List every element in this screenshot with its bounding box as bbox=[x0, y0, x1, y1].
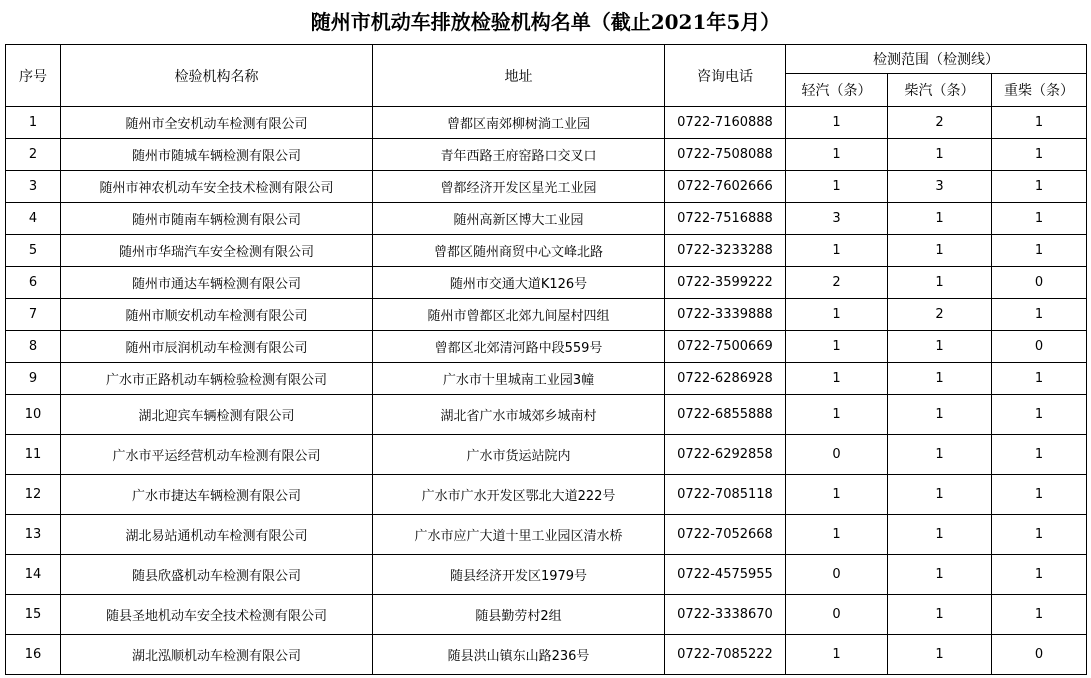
cell-index: 1 bbox=[6, 107, 61, 139]
table-row bbox=[6, 635, 1087, 675]
cell-index: 6 bbox=[6, 267, 61, 299]
cell-name: 随州市顺安机动车检测有限公司 bbox=[61, 299, 373, 331]
cell-light: 1 bbox=[786, 299, 888, 331]
cell-diesel: 1 bbox=[888, 235, 992, 267]
cell-name: 随州市随南车辆检测有限公司 bbox=[61, 203, 373, 235]
cell-heavy: 1 bbox=[992, 435, 1087, 475]
cell-heavy: 0 bbox=[992, 635, 1087, 675]
cell-address: 湖北省广水市城郊乡城南村 bbox=[373, 395, 665, 435]
cell-index: 4 bbox=[6, 203, 61, 235]
cell-address: 曾都区随州商贸中心文峰北路 bbox=[373, 235, 665, 267]
cell-address: 曾都区北郊清河路中段559号 bbox=[373, 331, 665, 363]
cell-name: 湖北易站通机动车检测有限公司 bbox=[61, 515, 373, 555]
table-row bbox=[6, 363, 1087, 395]
cell-phone: 0722-7602666 bbox=[665, 171, 786, 203]
cell-name: 随州市华瑞汽车安全检测有限公司 bbox=[61, 235, 373, 267]
cell-diesel: 1 bbox=[888, 267, 992, 299]
cell-light: 1 bbox=[786, 235, 888, 267]
cell-diesel: 1 bbox=[888, 331, 992, 363]
cell-phone: 0722-3233288 bbox=[665, 235, 786, 267]
cell-light: 2 bbox=[786, 267, 888, 299]
cell-diesel: 1 bbox=[888, 595, 992, 635]
cell-address: 青年西路王府窑路口交叉口 bbox=[373, 139, 665, 171]
cell-address: 广水市十里城南工业园3幢 bbox=[373, 363, 665, 395]
cell-phone: 0722-7085118 bbox=[665, 475, 786, 515]
cell-address: 广水市应广大道十里工业园区清水桥 bbox=[373, 515, 665, 555]
cell-index: 9 bbox=[6, 363, 61, 395]
cell-diesel: 1 bbox=[888, 435, 992, 475]
cell-name: 广水市平运经营机动车检测有限公司 bbox=[61, 435, 373, 475]
table-row bbox=[6, 595, 1087, 635]
cell-heavy: 1 bbox=[992, 555, 1087, 595]
table-row bbox=[6, 475, 1087, 515]
cell-address: 随县勤劳村2组 bbox=[373, 595, 665, 635]
cell-name: 随州市全安机动车检测有限公司 bbox=[61, 107, 373, 139]
cell-index: 5 bbox=[6, 235, 61, 267]
cell-name: 随州市辰润机动车检测有限公司 bbox=[61, 331, 373, 363]
cell-light: 1 bbox=[786, 171, 888, 203]
cell-name: 广水市正路机动车辆检验检测有限公司 bbox=[61, 363, 373, 395]
header-row-top bbox=[6, 45, 1087, 74]
cell-light: 0 bbox=[786, 435, 888, 475]
cell-heavy: 1 bbox=[992, 107, 1087, 139]
cell-heavy: 1 bbox=[992, 203, 1087, 235]
cell-phone: 0722-4575955 bbox=[665, 555, 786, 595]
cell-index: 8 bbox=[6, 331, 61, 363]
cell-light: 1 bbox=[786, 515, 888, 555]
cell-light: 1 bbox=[786, 395, 888, 435]
cell-address: 随县洪山镇东山路236号 bbox=[373, 635, 665, 675]
table-row bbox=[6, 555, 1087, 595]
cell-heavy: 1 bbox=[992, 475, 1087, 515]
cell-phone: 0722-7500669 bbox=[665, 331, 786, 363]
cell-light: 1 bbox=[786, 331, 888, 363]
header-phone: 咨询电话 bbox=[665, 45, 786, 107]
cell-light: 0 bbox=[786, 595, 888, 635]
cell-address: 广水市货运站院内 bbox=[373, 435, 665, 475]
cell-phone: 0722-7160888 bbox=[665, 107, 786, 139]
cell-phone: 0722-3599222 bbox=[665, 267, 786, 299]
cell-diesel: 3 bbox=[888, 171, 992, 203]
table-row bbox=[6, 203, 1087, 235]
cell-address: 随州高新区博大工业园 bbox=[373, 203, 665, 235]
header-index: 序号 bbox=[6, 45, 61, 107]
cell-light: 1 bbox=[786, 107, 888, 139]
cell-heavy: 0 bbox=[992, 331, 1087, 363]
cell-light: 1 bbox=[786, 363, 888, 395]
cell-index: 11 bbox=[6, 435, 61, 475]
cell-phone: 0722-7085222 bbox=[665, 635, 786, 675]
cell-index: 16 bbox=[6, 635, 61, 675]
cell-light: 0 bbox=[786, 555, 888, 595]
cell-index: 13 bbox=[6, 515, 61, 555]
cell-heavy: 1 bbox=[992, 363, 1087, 395]
cell-name: 湖北迎宾车辆检测有限公司 bbox=[61, 395, 373, 435]
cell-address: 曾都经济开发区星光工业园 bbox=[373, 171, 665, 203]
page-title: 随州市机动车排放检验机构名单（截止2021年5月） bbox=[310, 10, 781, 34]
cell-address: 随县经济开发区1979号 bbox=[373, 555, 665, 595]
cell-name: 随县圣地机动车安全技术检测有限公司 bbox=[61, 595, 373, 635]
cell-phone: 0722-7052668 bbox=[665, 515, 786, 555]
cell-name: 随县欣盛机动车检测有限公司 bbox=[61, 555, 373, 595]
cell-heavy: 1 bbox=[992, 171, 1087, 203]
cell-diesel: 1 bbox=[888, 139, 992, 171]
cell-diesel: 2 bbox=[888, 107, 992, 139]
cell-phone: 0722-6855888 bbox=[665, 395, 786, 435]
header-name: 检验机构名称 bbox=[61, 45, 373, 107]
header-heavy: 重柴（条） bbox=[992, 74, 1087, 107]
cell-diesel: 1 bbox=[888, 395, 992, 435]
header-light: 轻汽（条） bbox=[786, 74, 888, 107]
cell-index: 12 bbox=[6, 475, 61, 515]
header-scope: 检测范围（检测线） bbox=[786, 45, 1087, 74]
cell-diesel: 1 bbox=[888, 515, 992, 555]
cell-heavy: 0 bbox=[992, 267, 1087, 299]
institution-table bbox=[5, 44, 1087, 675]
cell-light: 3 bbox=[786, 203, 888, 235]
cell-name: 湖北泓顺机动车检测有限公司 bbox=[61, 635, 373, 675]
cell-index: 14 bbox=[6, 555, 61, 595]
cell-heavy: 1 bbox=[992, 395, 1087, 435]
cell-phone: 0722-6286928 bbox=[665, 363, 786, 395]
cell-heavy: 1 bbox=[992, 139, 1087, 171]
cell-address: 曾都区南郊柳树淌工业园 bbox=[373, 107, 665, 139]
cell-index: 10 bbox=[6, 395, 61, 435]
cell-phone: 0722-6292858 bbox=[665, 435, 786, 475]
table-body bbox=[6, 107, 1087, 675]
table-row bbox=[6, 235, 1087, 267]
cell-heavy: 1 bbox=[992, 235, 1087, 267]
header-address: 地址 bbox=[373, 45, 665, 107]
cell-name: 随州市通达车辆检测有限公司 bbox=[61, 267, 373, 299]
cell-heavy: 1 bbox=[992, 595, 1087, 635]
table-row bbox=[6, 171, 1087, 203]
cell-name: 随州市随城车辆检测有限公司 bbox=[61, 139, 373, 171]
cell-diesel: 1 bbox=[888, 635, 992, 675]
cell-diesel: 1 bbox=[888, 475, 992, 515]
table-row bbox=[6, 395, 1087, 435]
cell-light: 1 bbox=[786, 139, 888, 171]
header-diesel: 柴汽（条） bbox=[888, 74, 992, 107]
cell-diesel: 1 bbox=[888, 363, 992, 395]
cell-index: 15 bbox=[6, 595, 61, 635]
cell-diesel: 1 bbox=[888, 555, 992, 595]
cell-light: 1 bbox=[786, 635, 888, 675]
cell-name: 广水市捷达车辆检测有限公司 bbox=[61, 475, 373, 515]
cell-light: 1 bbox=[786, 475, 888, 515]
table-row bbox=[6, 435, 1087, 475]
cell-phone: 0722-3339888 bbox=[665, 299, 786, 331]
cell-address: 广水市广水开发区鄂北大道222号 bbox=[373, 475, 665, 515]
table-row bbox=[6, 299, 1087, 331]
cell-index: 2 bbox=[6, 139, 61, 171]
table-row bbox=[6, 331, 1087, 363]
table-row bbox=[6, 515, 1087, 555]
cell-phone: 0722-7516888 bbox=[665, 203, 786, 235]
cell-index: 3 bbox=[6, 171, 61, 203]
table-row bbox=[6, 267, 1087, 299]
table-row bbox=[6, 139, 1087, 171]
cell-heavy: 1 bbox=[992, 299, 1087, 331]
cell-name: 随州市神农机动车安全技术检测有限公司 bbox=[61, 171, 373, 203]
table-row bbox=[6, 107, 1087, 139]
cell-index: 7 bbox=[6, 299, 61, 331]
cell-diesel: 1 bbox=[888, 203, 992, 235]
cell-heavy: 1 bbox=[992, 515, 1087, 555]
table-header bbox=[6, 45, 1087, 107]
cell-address: 随州市曾都区北郊九间屋村四组 bbox=[373, 299, 665, 331]
cell-phone: 0722-3338670 bbox=[665, 595, 786, 635]
cell-address: 随州市交通大道K126号 bbox=[373, 267, 665, 299]
cell-phone: 0722-7508088 bbox=[665, 139, 786, 171]
cell-diesel: 2 bbox=[888, 299, 992, 331]
